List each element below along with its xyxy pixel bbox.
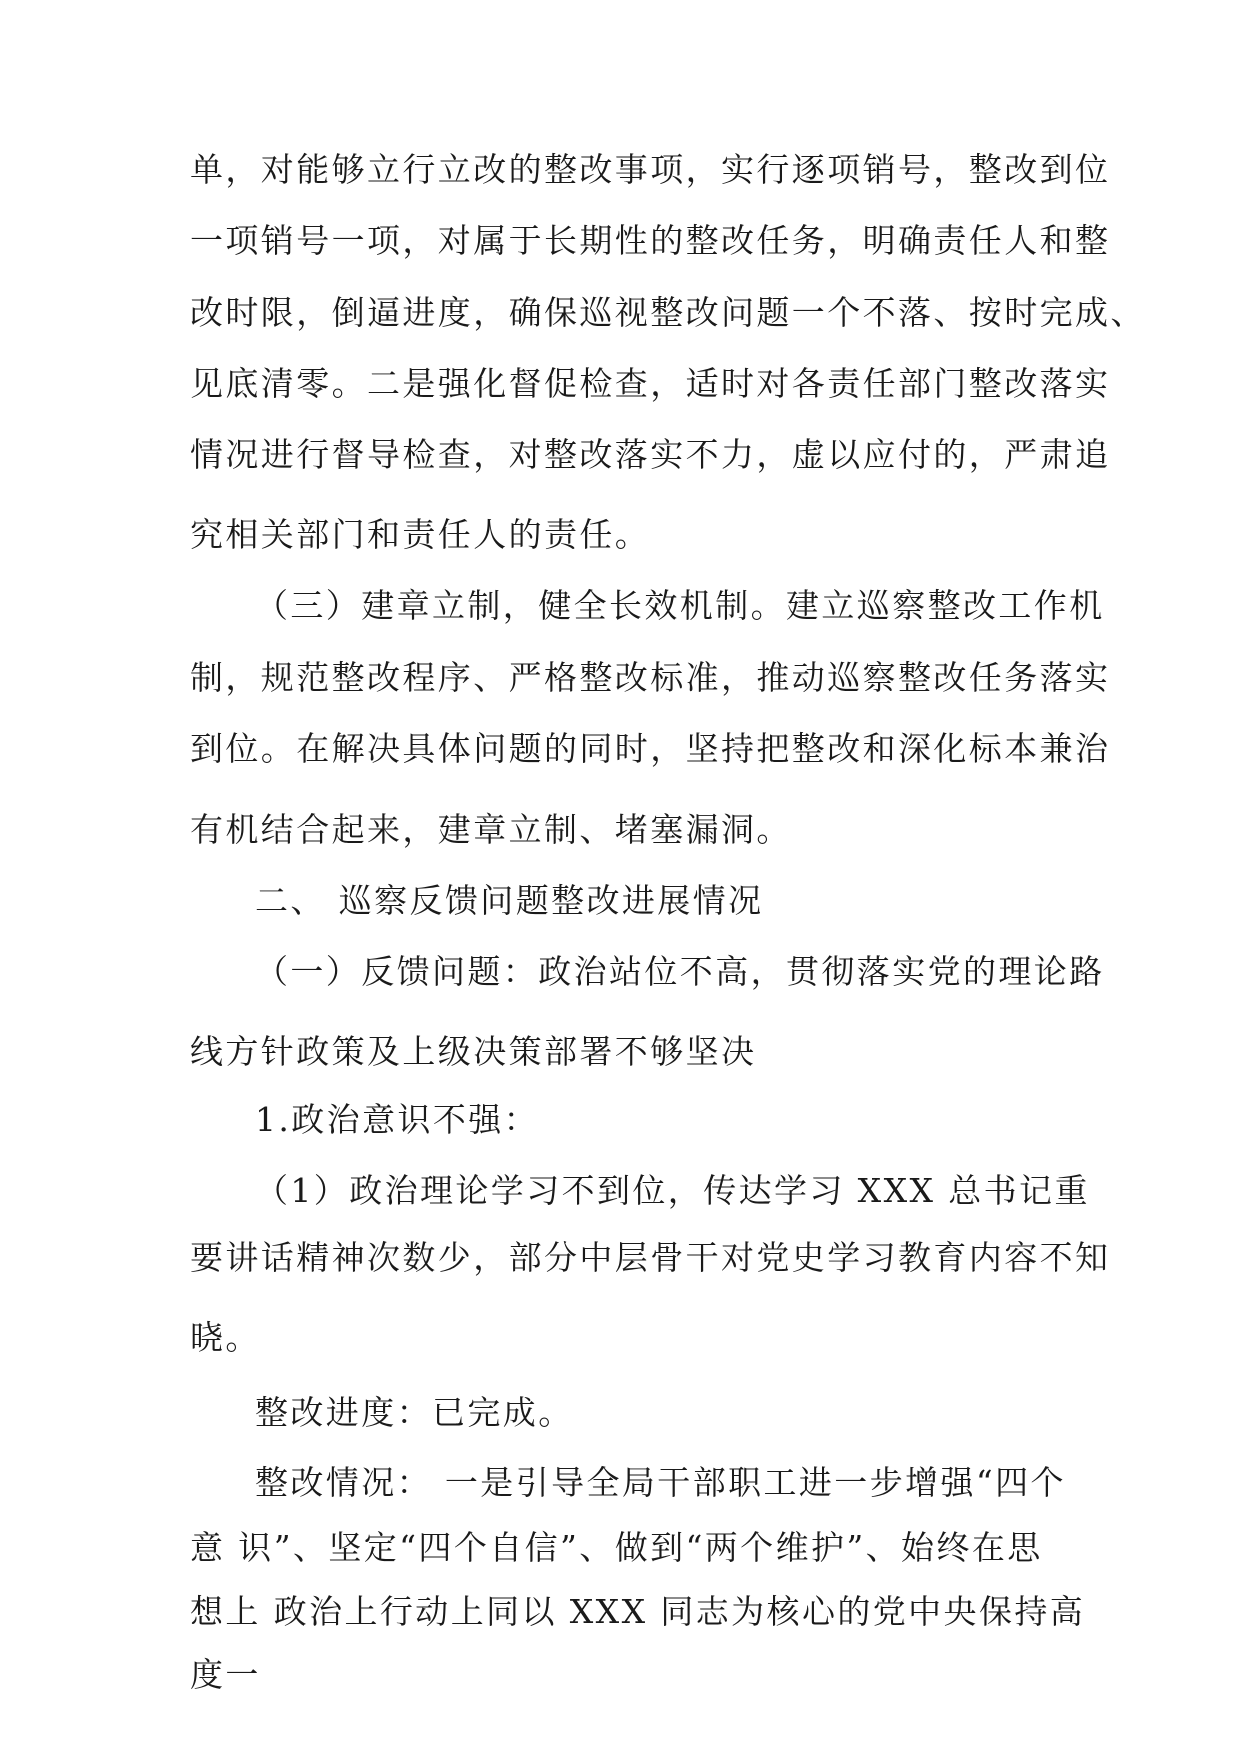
text-line: 情况进行督导检查，对整改落实不力，虚以应付的，严肃追 [190,435,1111,474]
text-line: 晓。 [190,1318,261,1357]
text-line: 想上 政治上行动上同以 XXX 同志为核心的党中央保持高 [190,1592,1086,1631]
text-line: 改时限，倒逼进度，确保巡视整改问题一个不落、按时完成、 [190,293,1146,332]
section-heading-3: （三）建章立制，健全长效机制。建立巡察整改工作机 [255,586,1105,625]
text-line: 有机结合起来，建章立制、堵塞漏洞。 [190,810,792,849]
text-line: 见底清零。二是强化督促检查，适时对各责任部门整改落实 [190,364,1111,403]
section-heading-2: 二、 巡察反馈问题整改进展情况 [255,881,764,920]
item-heading: 1.政治意识不强： [255,1100,540,1139]
text-line: 到位。在解决具体问题的同时，坚持把整改和深化标本兼治 [190,729,1111,768]
text-line: 意 识”、坚定“四个自信”、做到“两个维护”、始终在思 [190,1528,1043,1567]
text-line: 制，规范整改程序、严格整改标准，推动巡察整改任务落实 [190,658,1111,697]
sub-item-heading: （1）政治理论学习不到位，传达学习 XXX 总书记重 [255,1171,1090,1210]
feedback-problem-heading: （一）反馈问题：政治站位不高，贯彻落实党的理论路 [255,952,1105,991]
text-line: 要讲话精神次数少，部分中层骨干对党史学习教育内容不知 [190,1238,1111,1277]
progress-status: 整改进度：已完成。 [255,1393,574,1432]
text-line: 一项销号一项，对属于长期性的整改任务，明确责任人和整 [190,221,1111,260]
text-line: 度一 [190,1655,261,1694]
text-line: 究相关部门和责任人的责任。 [190,515,651,554]
text-line: 线方针政策及上级决策部署不够坚决 [190,1032,757,1071]
rectification-details: 整改情况： 一是引导全局干部职工进一步增强“四个 [255,1463,1066,1502]
text-line: 单，对能够立行立改的整改事项，实行逐项销号，整改到位 [190,150,1111,189]
